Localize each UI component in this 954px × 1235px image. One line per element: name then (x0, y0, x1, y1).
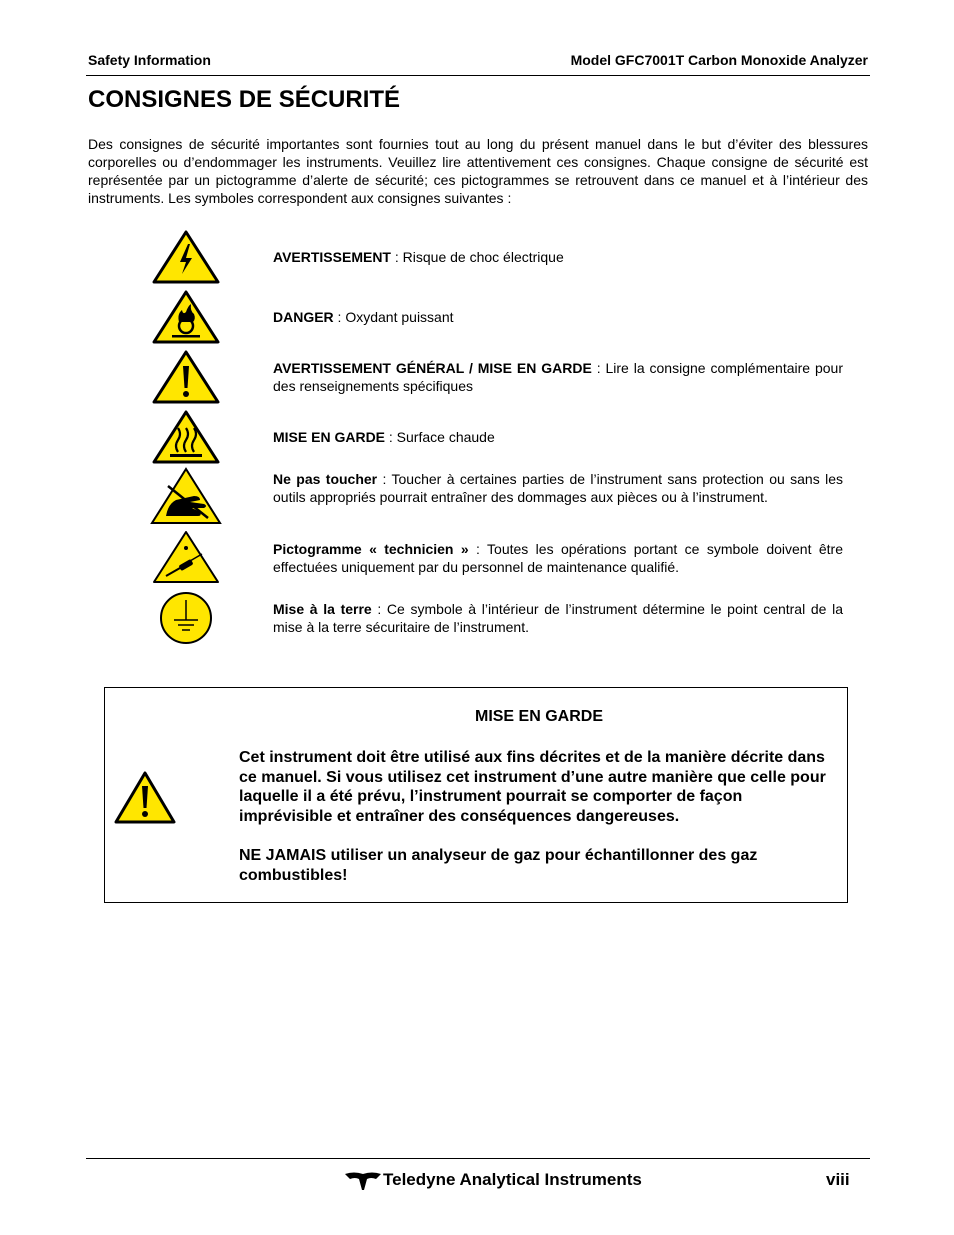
caution-title: MISE EN GARDE (474, 708, 603, 725)
oxidizer-icon (150, 288, 222, 346)
caution-box (104, 687, 848, 903)
caution-exclamation-icon (113, 770, 177, 831)
symbol-text-technician: Pictogramme « technicien » : Toutes les opérations portant ce symbole doivent être effectuées uniquement par du personnel de maintenance qualifié. (273, 541, 843, 575)
symbol-text-oxidizer: DANGER : Oxydant puissant (273, 309, 454, 325)
hot-surface-icon (150, 408, 222, 466)
symbol-text-ground: Mise à la terre : Ce symbole à l’intérieur de l’instrument détermine le point central de la mise à la terre sécuritaire de l’instrument. (273, 601, 844, 635)
intro-paragraph: Des consignes de sécurité importantes sont fournies tout au long du présent manuel dans le but d’éviter des blessures corporelles ou d’endommager les instruments. Veuillez lire attentivement ces consignes. Chaque consigne de sécurité est représentée par un pictogramme d’alerte de sécurité; ces pictogrammes se retrouvent dans ce manuel et à l’intérieur des instruments. Les symboles correspondent aux consignes suivantes : (88, 136, 868, 206)
exclamation-icon (150, 348, 222, 406)
footer-company: Teledyne Analytical Instruments (383, 1170, 642, 1189)
symbol-text-electric-shock: AVERTISSEMENT : Risque de choc électrique (273, 249, 564, 265)
caution-paragraph: Cet instrument doit être utilisé aux fins décrites et de la manière décrite dans ce manuel. Si vous utilisez cet instrument d’une autre manière que celle pour laquelle il a été prévu, l’instrument pourrait se comporter de façon imprévisible et entraîner des conséquences dangereuses. (239, 749, 826, 825)
header-model: Model GFC7001T Carbon Monoxide Analyzer (570, 52, 868, 68)
symbol-text-hot-surface: MISE EN GARDE : Surface chaude (273, 429, 495, 445)
header-section: Safety Information (88, 52, 211, 68)
symbol-text-no-touch: Ne pas toucher : Toucher à certaines parties de l’instrument sans protection ou sans les outils appropriés pourrait entraîner des dommages aux pièces ou à l’instrument. (273, 471, 843, 505)
caution-combustible-warning: NE JAMAIS utiliser un analyseur de gaz pour échantillonner des gaz combustibles! (239, 847, 758, 884)
no-touch-icon (150, 466, 222, 526)
symbol-text-general-warning: AVERTISSEMENT GÉNÉRAL / MISE EN GARDE : Lire la consigne complémentaire pour des renseignements spécifiques (273, 360, 843, 394)
page-header (88, 52, 868, 72)
footer-divider (86, 1158, 870, 1159)
technician-icon (150, 528, 222, 586)
ground-icon (150, 590, 222, 646)
header-divider (86, 75, 870, 76)
page-number: viii (826, 1170, 850, 1189)
page-title: CONSIGNES DE SÉCURITÉ (88, 86, 401, 113)
teledyne-logo-icon (345, 1170, 381, 1197)
electric-shock-icon (150, 228, 222, 286)
